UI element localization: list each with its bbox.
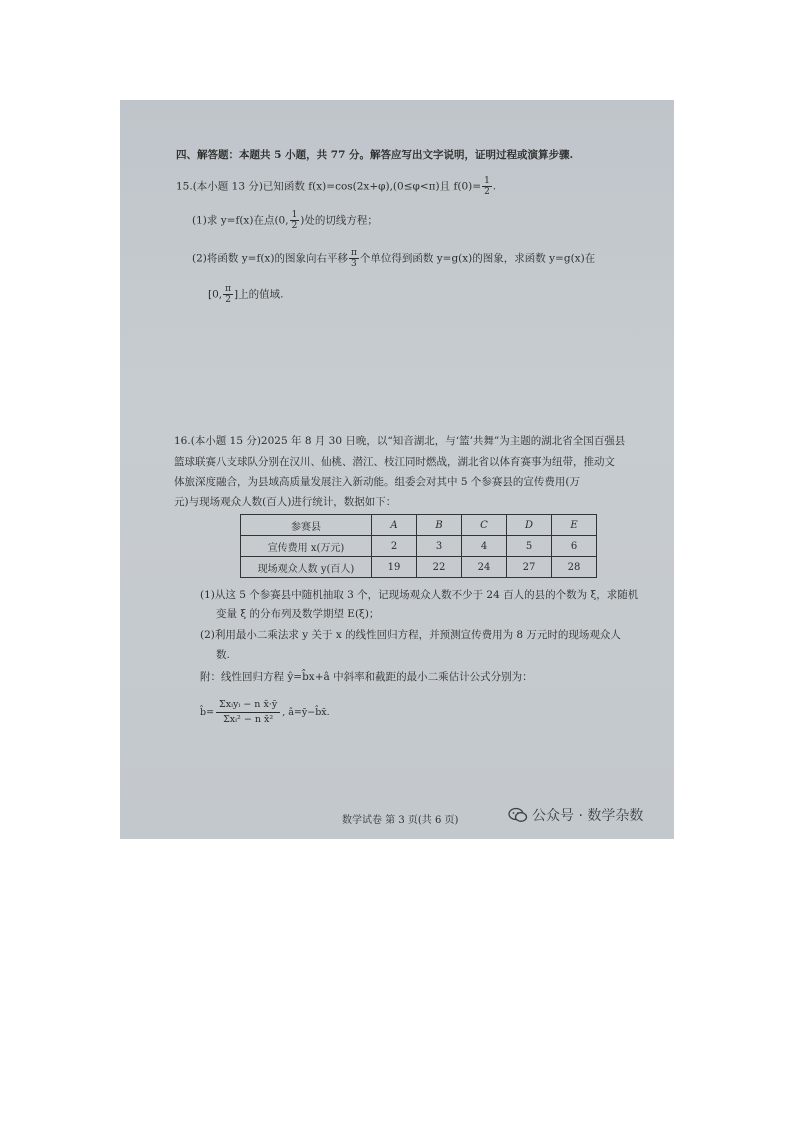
q16-line1: 16.(本小题 15 分)2025 年 8 月 30 日晚，以“知音湖北，与‘篮’共舞”为主题的湖北省全国百强县 [174, 435, 626, 447]
watermark-text: 公众号 · 数学杂数 [532, 808, 644, 824]
regression-formula [200, 698, 330, 727]
formula-numerator: Σxᵢyᵢ − n x̄·ȳ [216, 698, 280, 713]
table-header-cell: E [552, 515, 597, 536]
q16-line2: 篮球联赛八支球队分别在汉川、仙桃、潜江、枝江同时燃战，湖北省以体育赛事为纽带，推动文 [174, 456, 615, 468]
table-row [241, 557, 597, 578]
table-cell: 现场观众人数 y(百人) [241, 557, 372, 578]
q16-line4: 元)与现场观众人数(百人)进行统计，数据如下： [174, 496, 397, 508]
table-cell: 28 [552, 557, 597, 578]
table-cell: 宣传费用 x(万元) [241, 536, 372, 557]
table-cell: 3 [417, 536, 462, 557]
table-header-cell: 参赛县 [241, 515, 372, 536]
q15-part2-cont [208, 284, 283, 305]
wechat-icon [508, 807, 528, 823]
data-table [240, 514, 597, 578]
q16-line3: 体旅深度融合，为县域高质量发展注入新动能。组委会对其中 5 个参赛县的宣传费用(万 [174, 476, 580, 488]
table-cell: 19 [372, 557, 417, 578]
section-header: 四、解答题：本题共 5 小题，共 77 分。解答应写出文字说明，证明过程或演算步骤. [176, 149, 574, 161]
q15-interval-fraction [223, 284, 233, 305]
q15-part1 [192, 210, 378, 231]
formula-fraction [216, 698, 280, 727]
q16-part2-line1: (2)利用最小二乘法求 y 关于 x 的线性回归方程，并预测宣传费用为 8 万元时的现场观众人 [200, 629, 621, 641]
fraction-numerator: 1 [291, 210, 298, 220]
fraction-denominator: 3 [351, 259, 357, 269]
interval-start: [0, [208, 288, 223, 301]
q16-part1-line1: (1)从这 5 个参赛县中随机抽取 3 个，记现场观众人数不少于 24 百人的县的个数为 ξ，求随机 [200, 589, 639, 601]
table-header-cell: C [462, 515, 507, 536]
formula-denominator: Σxᵢ² − n x̄² [223, 714, 274, 725]
table-cell: 6 [552, 536, 597, 557]
table-cell: 2 [372, 536, 417, 557]
q15-stem [176, 176, 496, 197]
fraction-denominator: 2 [291, 221, 298, 231]
q15-part2-end: 个单位得到函数 y=g(x)的图象，求函数 y=g(x)在 [359, 252, 596, 265]
formula-rhs: , â=ȳ−b̂x̄. [282, 706, 330, 718]
fraction-denominator: 2 [484, 187, 490, 197]
table-header-cell: A [372, 515, 417, 536]
table-cell: 4 [462, 536, 507, 557]
interval-end: ]上的值域. [234, 288, 284, 301]
table-cell: 5 [507, 536, 552, 557]
q15-part1-text: (1)求 y=f(x)在点(0, [192, 214, 289, 227]
fraction-denominator: 2 [225, 295, 231, 305]
table-header-row [241, 515, 597, 536]
table-row [241, 536, 597, 557]
exam-photo [120, 100, 674, 839]
q16-part2-line2: 数. [216, 649, 230, 661]
q16-note: 附：线性回归方程 ŷ=b̂x+â 中斜率和截距的最小二乘估计公式分别为： [200, 671, 533, 683]
watermark [508, 805, 643, 825]
table-cell: 27 [507, 557, 552, 578]
page-footer: 数学试卷 第 3 页(共 6 页) [342, 815, 459, 826]
q15-stem-fraction [482, 176, 492, 197]
q15-part2 [192, 248, 595, 269]
table-cell: 24 [462, 557, 507, 578]
q16-part1-line2: 变量 ξ 的分布列及数学期望 E(ξ)； [216, 608, 380, 620]
q15-stem-end: . [492, 180, 497, 193]
table-header-cell: B [417, 515, 462, 536]
fraction-numerator: π [350, 248, 357, 258]
q15-part2-fraction [349, 248, 359, 269]
q15-part1-end: )处的切线方程； [300, 214, 378, 227]
q15-stem-text: 15.(本小题 13 分)已知函数 f(x)=cos(2x+φ),(0≤φ<π)且 f(0)= [176, 180, 482, 193]
q15-part1-fraction [290, 210, 300, 231]
fraction-numerator: π [225, 284, 232, 294]
table-cell: 22 [417, 557, 462, 578]
formula-lhs: b̂= [200, 706, 215, 718]
q15-part2-text: (2)将函数 y=f(x)的图象向右平移 [192, 252, 348, 265]
table-header-cell: D [507, 515, 552, 536]
fraction-numerator: 1 [484, 176, 490, 186]
